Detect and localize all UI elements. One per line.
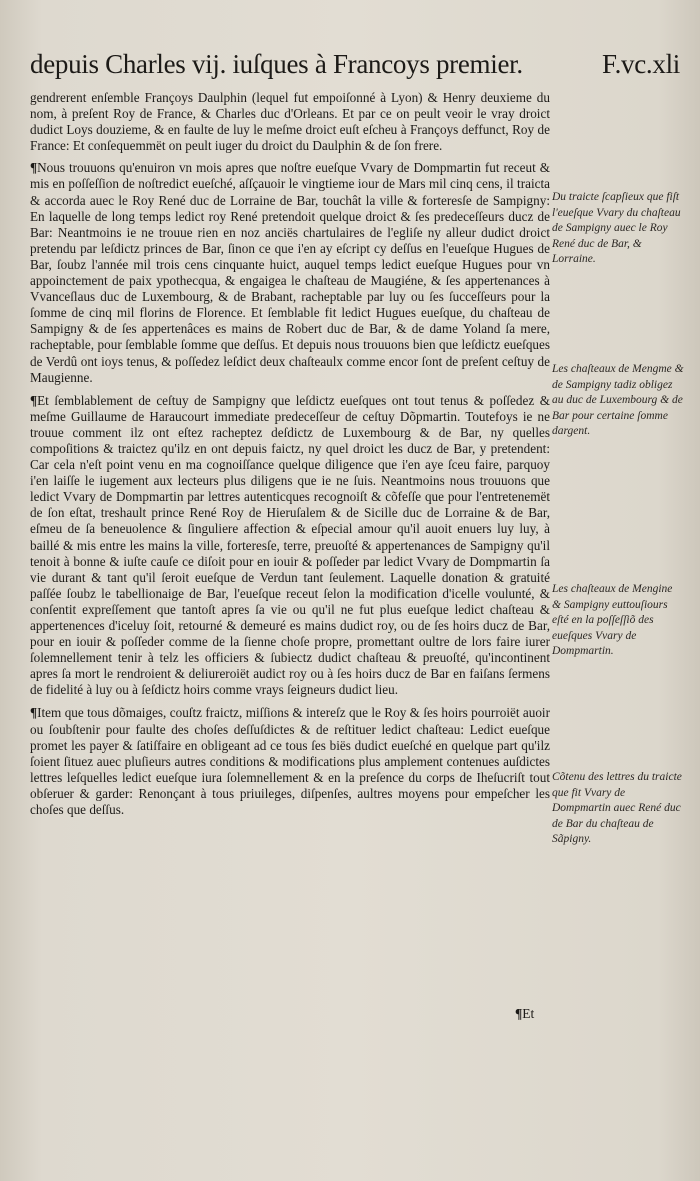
paragraph-4-text: Item que tous dõmaiges, couſtz fraictz, miſſions & intereſz que le Roy & ſes hoirs pourroiët auoir ou ſoubſtenir pour faulte des choſes deſſuſdictes & de reſtituer ledict chaſteau: Ledict eueſque promet les payer & ſatiſfaire en obligeant ad ce tous ſes biës dudict eueſché en quelque part qu'ilz ſoient ſituez auec pluſieurs autres conditions & modifications plus amplement contenues auſdictes lettres leſquelles ledict eueſque iura ſolemnellement & en la preſence du corps de Iheſucriſt tout obſeruer & garder: Renonçant à tous priuileges, diſpenſes, aultres moyens pour empeſcher les choſes que deſſus. bbox=[30, 705, 550, 818]
catchword bbox=[515, 1006, 534, 1022]
catchword-text: Et bbox=[522, 1006, 535, 1021]
running-title: depuis Charles vij. iuſques à Francoys premier. bbox=[30, 49, 523, 79]
folio-number: F.vc.xli bbox=[602, 49, 680, 79]
marginal-note-4: Cõtenu des lettres du traicte que fit Vvary de Dompmartin auec René duc de Bar du chaſteau de Sãpigny. bbox=[552, 771, 682, 845]
pilcrow-mark: ¶ bbox=[30, 160, 38, 176]
paragraph-3 bbox=[30, 393, 550, 699]
marginal-note-1: Du traicte ſcapſieux que fiſt l'eueſque Vvary du chaſteau de Sampigny auec le Roy René duc de Bar, & Lorraine. bbox=[552, 191, 681, 265]
main-text-column bbox=[30, 90, 550, 825]
paragraph-3-text: Et ſemblablement de ceſtuy de Sampigny que leſdictz eueſques ont tout tenus & poſſedez & meſme Guillaume de Haraucourt immediate predeceſſeur de ceſtuy Dõpmartin. Toutefoys ie ne trouue comment ilz ont eſtez racheptez deſdictz de Luxembourg & de Bar, ny quelles compoſitions & traictez qu'ilz en ont depuis faictz, ny quel droict les ducz de Bar, y pretendent: Car cela n'eſt point venu en ma cognoiſſance quelque diligence que i'en aye ſceu faire, parquoy i'en laiſſe le iugement aux lecteurs plus diligens que ie ne ſuis. Neantmoins nous trouuons que ledict Vvary de Dompmartin par lettres autenticques recognoiſt & cõfeſſe que pour l'entretenemët de ſon eſtat, treshault prince René Roy de Hieruſalem & de Sicille duc de Lorraine & de Bar, eſmeu de ſa beneuolence & ſinguliere affection & eſpecial amour qu'il auoit enuers luy luy, à baillé & mis entre les mains la ville, forteresſe, terre, preuoſté & appertenances de Sampigny qu'il tenoit à bonne & iuſte cauſe ce diſoit pour en iouir & poſſeder par ledict Vvary de Dompmartin ſa vie durant & tant qu'il ſeroit eueſque de Verdun tant ſeulement. Laquelle donation & gratuité paſſée ſoubz le tabellionaige de Bar, l'eueſque receut ſelon la modification d'icelle voulunté, & conſentit expreſſement que tantoſt apres ſa vie ou qu'il ne fut plus eueſque ledict chaſteau & appertenences d'iceluy ſoit, retourné & demeuré es mains dudict roy, ou de ſes hoirs ducz de Bar, pour en iouir & poſſeder comme de la ſienne choſe propre, promettant oultre de lors faire iurer ſolemnellement tenir à telz les officiers & ſubiectz dudict chaſteau & preuoſté, qu'incontinent apres ſa mort le rendroient & deliureroiët audict roy ou à ſes hoirs ducz de Bar en faiſans ſermens de fidelité à luy ou à ſeſdictz hoirs comme vrays ſeigneurs dudict lieu. bbox=[30, 392, 550, 698]
paragraph-2-text: Nous trouuons qu'enuiron vn mois apres que noſtre eueſque Vvary de Dompmartin fut receut & mis en poſſeſſion de noſtredict eueſché, aſſçauoir le vingtieme iour de Mars mil cinq cens, il traicta & accorda auec le Roy René duc de Lorraine de Bar, touchât la ville & forteresſe de Sampigny: En laquelle de long temps ledict roy René pretendoit quelque droict & ſes predeceſſeurs ducz de Bar: Neantmoins ie ne trouue rien en noz anciës chartulaires de l'egliſe ny alleur dudict droict pretendu par leſdictz princes de Bar, ſinon ce que i'en ay eſcript cy deſſus en l'eueſque Hugues de Bar, ſoubz l'année mil trois cens cinquante huict, auquel temps ledict eueſque Hugues pour vn appoinctement de paix ypothecqua, & engaigea le chaſteau de Maugiéne, & ſes appertenances à Vvanceſlaus duc de Luxembourg, & de Brabant, racheptable par luy ou ſes ſucceſſeurs pour la ſomme de cinq mil florins de Florence. Et ſemblable fit ledict Hugues eueſque, du chaſteau de Sampigny & de ſes appertenâces es mains de Robert duc de Bar, & de dame Yoland ſa mere, racheptable, pour ſemblable ſomme que deſſus. Et depuis nous trouuons bien que leſdictz eueſques de Verdû ont ioys tenus, & poſſedez leſdict deux chaſteaulx comme encor ſont de preſent ceſtuy de Maugienne. bbox=[30, 160, 550, 385]
paragraph-2 bbox=[30, 160, 550, 385]
marginal-note-2: Les chaſteaux de Mengme & de Sampigny tadiz obligez au duc de Luxembourg & de Bar pour certaine ſomme dargent. bbox=[552, 363, 684, 437]
pilcrow-mark: ¶ bbox=[30, 392, 38, 408]
running-header bbox=[30, 44, 680, 84]
marginal-note-3: Les chaſteaux de Mengine & Sampigny euttouſiours eſté en la poſſeſſiõ des eueſques Vvary de Dompmartin. bbox=[552, 583, 673, 657]
pilcrow-mark: ¶ bbox=[30, 705, 38, 721]
paragraph-1: gendrerent enſemble Françoys Daulphin (lequel fut empoiſonné à Lyon) & Henry deuxieme du nom, à preſent Roy de France, & Charles duc d'Orleans. Et par ce on peult veoir le vray droict dudict Loys douzieme, & en faulte de luy le meſme droict euſt eſcheu à Françoys deffunct, Roy de France: Et conſequemmët on peult iuger du droict du Daulphin & de ſon frere. bbox=[30, 90, 550, 154]
paragraph-4 bbox=[30, 705, 550, 818]
pilcrow-mark: ¶ bbox=[515, 1006, 523, 1021]
